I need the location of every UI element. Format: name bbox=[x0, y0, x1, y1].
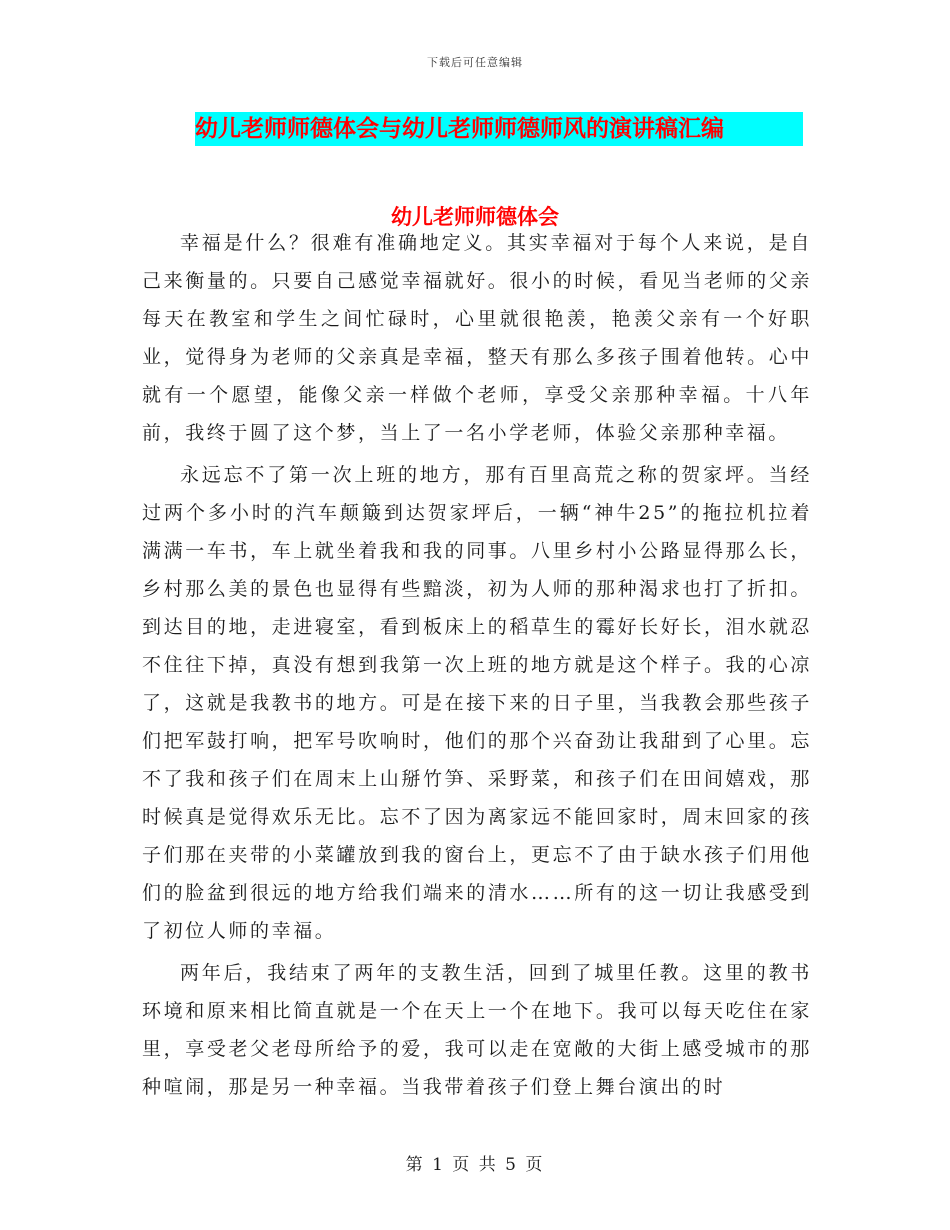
page-header-note: 下载后可任意编辑 bbox=[427, 56, 523, 69]
document-title-container bbox=[195, 112, 803, 146]
body-text bbox=[142, 224, 812, 1110]
document-title: 幼儿老师师德体会与幼儿老师师德师风的演讲稿汇编 bbox=[195, 112, 803, 146]
page-number-footer: 第 1 页 共 5 页 bbox=[405, 1155, 545, 1175]
paragraph: 永远忘不了第一次上班的地方，那有百里高荒之称的贺家坪。当经过两个多小时的汽车颠簸到达贺家坪后，一辆“神牛25”的拖拉机拉着满满一车书，车上就坐着我和我的同事。八里乡村小公路显得那么长，乡村那么美的景色也显得有些黯淡，初为人师的那种渴求也打了折扣。到达目的地，走进寝室，看到板床上的稻草生的霉好长好长，泪水就忍不住往下掉，真没有想到我第一次上班的地方就是这个样子。我的心凉了，这就是我教书的地方。可是在接下来的日子里，当我教会那些孩子们把军鼓打响，把军号吹响时，他们的那个兴奋劲让我甜到了心里。忘不了我和孩子们在周末上山掰竹笋、采野菜，和孩子们在田间嬉戏，那时候真是觉得欢乐无比。忘不了因为离家远不能回家时，周末回家的孩子们那在夹带的小菜罐放到我的窗台上，更忘不了由于缺水孩子们用他们的脸盆到很远的地方给我们端来的清水……所有的这一切让我感受到了初位人师的幸福。 bbox=[142, 464, 812, 942]
section-title: 幼儿老师师德体会 bbox=[391, 204, 559, 229]
paragraph: 两年后，我结束了两年的支教生活，回到了城里任教。这里的教书环境和原来相比简直就是一个在天上一个在地下。我可以每天吃住在家里，享受老父老母所给予的爱，我可以走在宽敞的大街上感受城市的那种喧闹，那是另一种幸福。当我带着孩子们登上舞台演出的时 bbox=[142, 962, 812, 1098]
paragraph: 幸福是什么？很难有准确地定义。其实幸福对于每个人来说，是自己来衡量的。只要自己感觉幸福就好。很小的时候，看见当老师的父亲每天在教室和学生之间忙碌时，心里就很艳羡，艳羡父亲有一个好职业，觉得身为老师的父亲真是幸福，整天有那么多孩子围着他转。心中就有一个愿望，能像父亲一样做个老师，享受父亲那种幸福。十八年前，我终于圆了这个梦，当上了一名小学老师，体验父亲那种幸福。 bbox=[142, 232, 812, 444]
